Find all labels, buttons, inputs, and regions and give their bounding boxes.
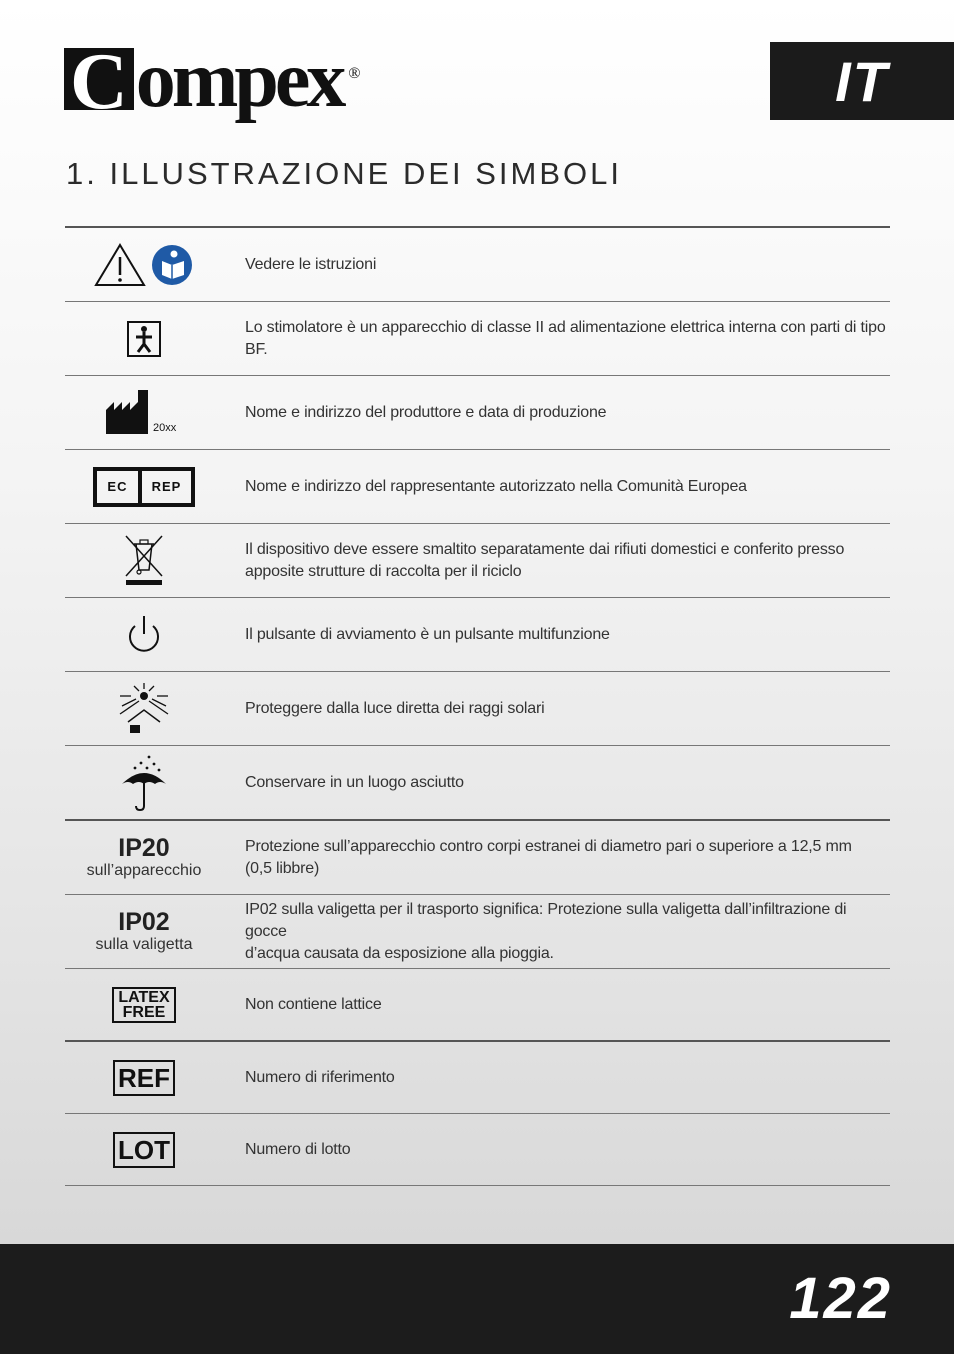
manufacturer-factory-icon (65, 388, 223, 438)
symbol-description: Numero di lotto (245, 1140, 351, 1158)
lot-label: LOT (113, 1132, 175, 1168)
symbol-description: Nome e indirizzo del produttore e data di produzione (245, 403, 607, 421)
bf-type-applied-part-icon (65, 320, 223, 358)
latex-label: LATEX (118, 988, 170, 1006)
production-year-label: 20xx (153, 421, 177, 434)
symbol-row (65, 228, 890, 302)
symbol-description: Non contiene lattice (245, 995, 382, 1013)
brand-name: ompex (135, 36, 343, 124)
latex-free-icon (65, 987, 223, 1023)
description-line: Protezione sull’apparecchio contro corpi estranei di diametro pari o superiore a 12,5 mm (245, 837, 852, 855)
ip-code: IP20 (118, 833, 170, 862)
description-line: IP02 sulla valigetta per il trasporto significa: Protezione sulla valigetta dall’infiltrazione di gocce (245, 900, 847, 940)
symbol-row (65, 969, 890, 1042)
symbol-row (65, 598, 890, 672)
ip-subtitle: sulla valigetta (95, 935, 193, 953)
ip-subtitle: sull’apparecchio (86, 861, 202, 879)
weee-crossed-bin-icon (65, 534, 223, 588)
brand-initial: C (64, 48, 134, 110)
symbol-row (65, 821, 890, 895)
symbol-row (65, 746, 890, 821)
symbol-row (65, 524, 890, 598)
language-code: IT (835, 49, 889, 113)
ec-label: EC (97, 471, 142, 503)
rep-label: REP (151, 479, 182, 494)
symbol-row (65, 1114, 890, 1186)
registered-mark: ® (348, 65, 361, 82)
page-footer (0, 1244, 954, 1354)
symbol-description: Numero di riferimento (245, 1068, 395, 1086)
keep-dry-umbrella-icon (65, 754, 223, 812)
symbol-description: Vedere le istruzioni (245, 255, 377, 273)
brand-logo (64, 36, 361, 126)
symbol-description: Lo stimolatore è un apparecchio di classe II ad alimentazione elettrica interna con parti di tipo BF. (245, 318, 886, 358)
symbol-description: Proteggere dalla luce diretta dei raggi solari (245, 699, 545, 717)
free-label: FREE (122, 1003, 166, 1021)
language-tab (770, 42, 954, 120)
latex-free-box (112, 987, 175, 1023)
symbol-description: Il dispositivo deve essere smaltito separatamente dai rifiuti domestici e conferito presso apposite strutture di raccolta per il riciclo (245, 540, 845, 580)
description-line: (0,5 libbre) (245, 859, 320, 877)
symbol-description: Conservare in un luogo asciutto (245, 773, 464, 791)
symbol-description (223, 899, 890, 965)
symbol-row (65, 450, 890, 524)
keep-away-sunlight-icon (65, 682, 223, 736)
symbols-table (65, 226, 890, 1186)
symbol-description: Nome e indirizzo del rappresentante autorizzato nella Comunità Europea (245, 477, 747, 495)
symbol-description (223, 836, 890, 880)
symbol-row (65, 376, 890, 450)
ip02-rating (65, 909, 223, 955)
ref-label: REF (113, 1060, 175, 1096)
ec-rep-icon (65, 467, 223, 507)
section-title: 1. ILLUSTRAZIONE DEI SIMBOLI (66, 156, 623, 191)
symbol-row (65, 302, 890, 376)
symbol-description: Il pulsante di avviamento è un pulsante multifunzione (245, 625, 610, 643)
page-number: 122 (789, 1266, 892, 1331)
symbol-row (65, 895, 890, 969)
description-line: d’acqua causata da esposizione alla pioggia. (245, 944, 554, 962)
ip-code: IP02 (118, 907, 170, 936)
ip20-rating (65, 835, 223, 881)
lot-icon (65, 1132, 223, 1168)
warning-and-manual-icon (65, 241, 223, 289)
power-button-icon (65, 614, 223, 656)
symbol-row (65, 672, 890, 746)
ref-icon (65, 1060, 223, 1096)
symbol-row (65, 1042, 890, 1114)
